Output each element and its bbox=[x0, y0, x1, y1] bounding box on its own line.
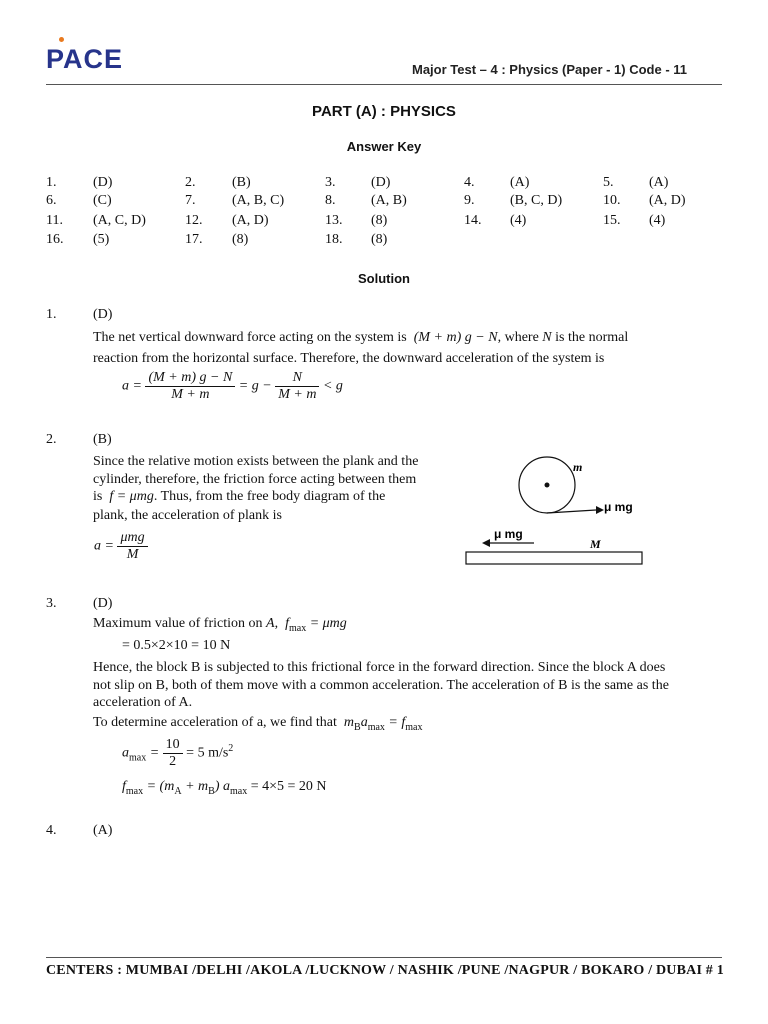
q3-para2: not slip on B, both of them move with a common acceleration. The acceleration of B is the same as the bbox=[93, 678, 669, 693]
answer-key-answer: (A, B, C) bbox=[232, 193, 285, 208]
answer-key-answer: (8) bbox=[371, 213, 388, 228]
plank-rect bbox=[466, 552, 642, 564]
part-title: PART (A) : PHYSICS bbox=[312, 103, 456, 120]
q3-line1-text: Maximum value of friction on bbox=[93, 616, 263, 631]
answer-key-number: 15. bbox=[603, 213, 621, 228]
q2-number: 2. bbox=[46, 432, 57, 447]
q3-para3: acceleration of A. bbox=[93, 695, 193, 710]
answer-key-number: 8. bbox=[325, 193, 336, 208]
answer-key-answer: (C) bbox=[93, 193, 112, 208]
q2-equation: a = $\frac{\text{μmg}}{M}$ bbox=[94, 530, 148, 563]
answer-key-number: 6. bbox=[46, 193, 57, 208]
pace-logo bbox=[46, 44, 123, 75]
q1-line1-c: is the normal bbox=[555, 330, 629, 345]
friction-arrowhead-right bbox=[596, 506, 604, 514]
answer-key-answer: (4) bbox=[510, 213, 527, 228]
q4-number: 4. bbox=[46, 823, 57, 838]
answer-key-number: 14. bbox=[464, 213, 482, 228]
answer-key-title: Answer Key bbox=[346, 139, 422, 154]
q3-answer: (D) bbox=[93, 596, 113, 611]
answer-key-answer: (A, B) bbox=[371, 193, 407, 208]
q1-line1-a: The net vertical downward force acting on the system is bbox=[93, 330, 407, 345]
footer-centers: CENTERS : MUMBAI /DELHI /AKOLA /LUCKNOW / NASHIK /PUNE /NAGPUR / BOKARO / DUBAI # 1 bbox=[46, 963, 724, 978]
answer-key-number: 2. bbox=[185, 175, 196, 190]
answer-key-number: 9. bbox=[464, 193, 475, 208]
logo-text: PACE bbox=[46, 44, 124, 74]
q2-free-body-diagram bbox=[460, 452, 650, 572]
q4-answer: (A) bbox=[93, 823, 113, 838]
answer-key-number: 10. bbox=[603, 193, 621, 208]
answer-key-answer: (4) bbox=[649, 213, 666, 228]
solution-title: Solution bbox=[358, 271, 410, 286]
q1-answer: (D) bbox=[93, 307, 113, 322]
answer-key-answer: (A) bbox=[510, 175, 530, 190]
q2-line3-a: is bbox=[93, 489, 103, 504]
q3-A-symbol: A bbox=[266, 616, 275, 631]
answer-key-number: 1. bbox=[46, 175, 57, 190]
q3-fmax-result: = 4×5 = 20 N bbox=[250, 779, 327, 794]
answer-key-answer: (B) bbox=[232, 175, 251, 190]
q3-line2: = 0.5×2×10 = 10 N bbox=[122, 638, 231, 653]
q3-fmax-equation: $f_{max} = (m_A + m_B) a_{max} = 4\times 5 = 20$ N bbox=[122, 779, 327, 797]
q2-line3 bbox=[93, 488, 385, 506]
q3-fmax-expr: $f_{max} = \mu mg$ bbox=[285, 616, 347, 634]
q2-friction-expr: f = μmg bbox=[105, 489, 154, 504]
answer-key-number: 4. bbox=[464, 175, 475, 190]
q3-number: 3. bbox=[46, 596, 57, 611]
test-title: Major Test – 4 : Physics (Paper - 1) Code - 11 bbox=[412, 62, 688, 77]
answer-key-number: 3. bbox=[325, 175, 336, 190]
q3-mb-expr: $m_Ba_{max} = f_{max}$ bbox=[340, 715, 423, 733]
q3-amax-equation: $a_{max}$ = $\frac{10}{2}$ = 5 $m/s^2$ bbox=[122, 737, 234, 769]
q1-line2: reaction from the horizontal surface. Therefore, the downward acceleration of the system is bbox=[93, 351, 605, 366]
footer-divider bbox=[46, 957, 722, 958]
answer-key-number: 5. bbox=[603, 175, 614, 190]
cylinder-center bbox=[545, 483, 550, 488]
q2-answer: (B) bbox=[93, 432, 112, 447]
answer-key-answer: (A, C, D) bbox=[93, 213, 146, 228]
header-divider bbox=[46, 84, 722, 85]
q1-equation: a = $\frac{(M + m) g - N}{M + m}$ = g − $\frac{N}{M + m}$ < g bbox=[122, 370, 343, 402]
friction-arrowhead-left bbox=[482, 539, 490, 547]
answer-key-answer: (D) bbox=[93, 175, 113, 190]
answer-key-number: 17. bbox=[185, 232, 203, 247]
q2-line1: Since the relative motion exists between the plank and the bbox=[93, 454, 419, 469]
answer-key-answer: (5) bbox=[93, 232, 110, 247]
q2-line4: plank, the acceleration of plank is bbox=[93, 508, 282, 523]
answer-key-number: 13. bbox=[325, 213, 343, 228]
answer-key-number: 7. bbox=[185, 193, 196, 208]
answer-key-number: 18. bbox=[325, 232, 343, 247]
diagram-M-label: M bbox=[590, 537, 601, 551]
answer-key-answer: (D) bbox=[371, 175, 391, 190]
answer-key-number: 16. bbox=[46, 232, 64, 247]
q3-line1: Maximum value of friction on A, $f_{max} = \mu mg$ bbox=[93, 616, 347, 634]
answer-key-answer: (A, D) bbox=[232, 213, 269, 228]
q2-line3-b: . Thus, from the free body diagram of the bbox=[153, 489, 386, 504]
answer-key-answer: (A, D) bbox=[649, 193, 686, 208]
q1-force-expr: (M + m) g − N bbox=[410, 330, 498, 345]
diagram-force-right: μ mg bbox=[604, 500, 633, 514]
logo-dot-icon bbox=[59, 37, 64, 42]
q2-line2: cylinder, therefore, the friction force acting between them bbox=[93, 472, 417, 487]
q1-number: 1. bbox=[46, 307, 57, 322]
diagram-force-left: μ mg bbox=[494, 527, 523, 541]
q3-para1: Hence, the block B is subjected to this frictional force in the forward direction. Since the block A does bbox=[93, 660, 666, 675]
q3-amax-result: = 5 m/s bbox=[186, 745, 229, 761]
q1-N-symbol: N bbox=[542, 330, 552, 345]
answer-key-answer: (8) bbox=[371, 232, 388, 247]
q1-line1-b: , where bbox=[497, 330, 539, 345]
answer-key-number: 12. bbox=[185, 213, 203, 228]
answer-key-answer: (B, C, D) bbox=[510, 193, 563, 208]
answer-key-answer: (8) bbox=[232, 232, 249, 247]
q1-line1 bbox=[93, 329, 723, 347]
answer-key-answer: (A) bbox=[649, 175, 669, 190]
diagram-m-label: m bbox=[573, 460, 583, 474]
q3-line-det bbox=[93, 714, 422, 737]
q3-line-det-text: To determine acceleration of a, we find that bbox=[93, 715, 337, 730]
answer-key-number: 11. bbox=[46, 213, 63, 228]
